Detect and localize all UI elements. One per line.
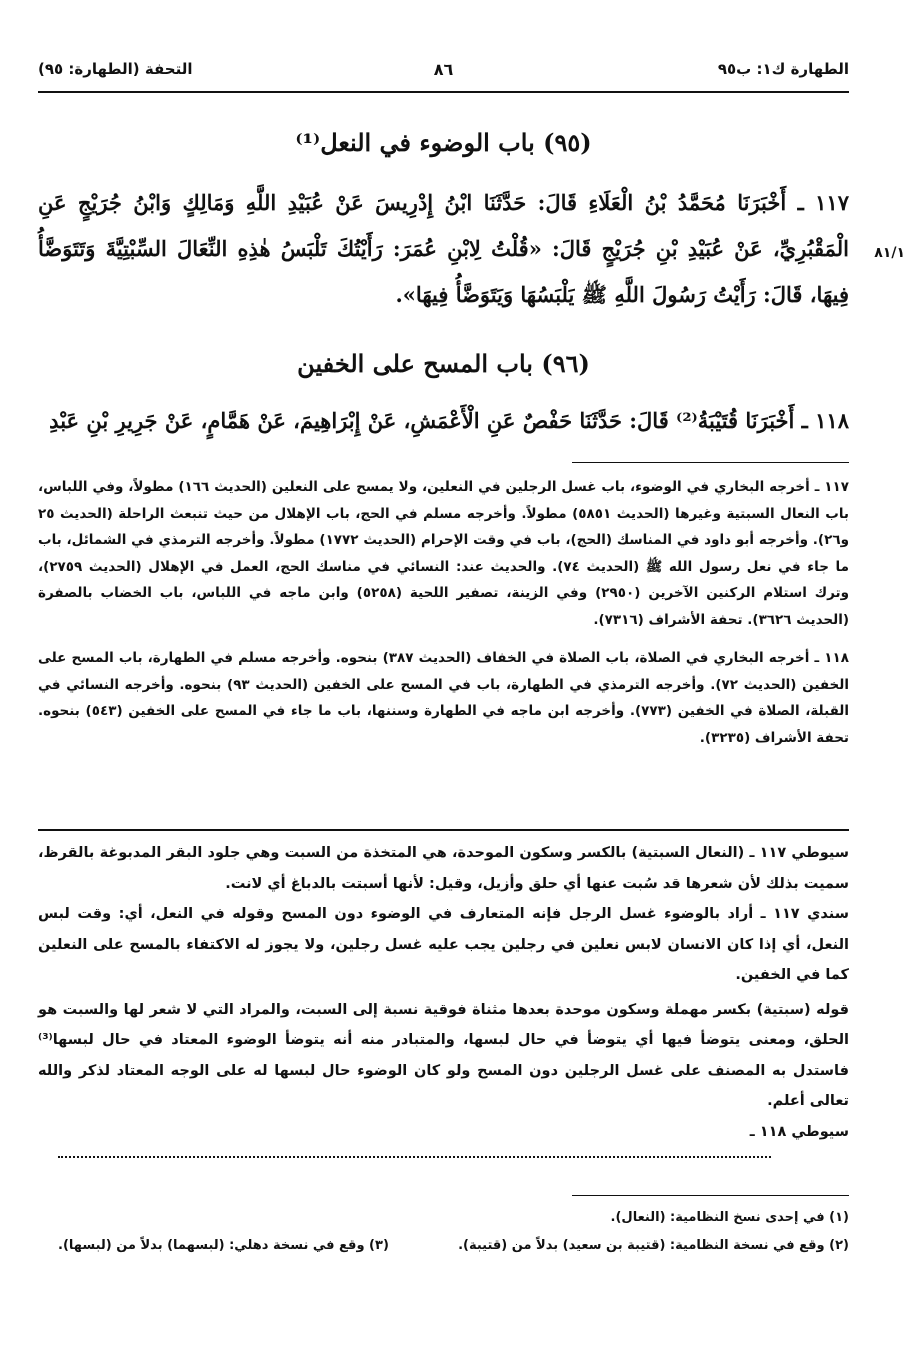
dotted-leader (58, 1156, 771, 1158)
footnote-3: (٣) وقع في نسخة دهلي: (لبسهما) بدلاً من (لبسها). (58, 1238, 389, 1253)
commentary-sindi-117: سندي ١١٧ ـ أراد بالوضوء غسل الرجل فإنه المتعارف في الوضوء دون المسح وقوله في النعل، أي: وقت لبس النعل، أي إذا كان الانسان لابس نعلين في رجلين يجب عليه غسل رجلين، ولا يجوز له الاكتفاء بالمسح على النعلين كما في الخفين. (38, 906, 849, 983)
hadith-118-text: ١١٨ ـ أَخْبَرَنَا قُتَيْبَةُ⁽²⁾ قَالَ: حَدَّثَنَا حَفْصٌ عَنِ الْأَعْمَشِ، عَنْ إِبْرَاهِيمَ، عَنْ هَمَّامٍ، عَنْ جَرِيرِ بْنِ عَبْدِ (49, 408, 849, 433)
takhrij-117: ١١٧ ـ أخرجه البخاري في الوضوء، باب غسل الرجلين في النعلين، ولا يمسح على النعلين (الحديث ١٦٦) مطولاً، وفي اللباس، باب النعال السبتية وغيرها (الحديث ٥٨٥١) مطولاً. وأخرجه مسلم في الحج، باب الإهلال من حيث تنبعث الراحلة (الحديث ٢٥ و٢٦). وأخرجه أبو داود في المناسك (الحج)، باب في وقت الإحرام (الحديث ١٧٧٢) مطولاً. وأخرجه الترمذي في الشمائل، باب ما جاء في نعل رسول الله ﷺ (الحديث ٧٤). والحديث عند: النسائي في مناسك الحج، العمل في الإهلال (الحديث ٢٧٥٩)، وترك استلام الركنين الآخرين (٢٩٥٠) وفي الزينة، تصفير اللحية (٥٢٥٨) وابن ماجه في اللباس، باب الخضاب بالصفرة (الحديث ٣٦٢٦). تحفة الأشراف (٧٣١٦). (38, 479, 849, 628)
takhrij-separator (572, 462, 849, 463)
footnote-1: (١) في إحدى نسخ النظامية: (النعال). (610, 1210, 849, 1225)
chapter-96-title: (٩٦) باب المسح على الخفين (297, 349, 590, 378)
header-tuhfa-ref: التحفة (الطهارة: ٩٥) (38, 60, 193, 78)
takhrij-notes (38, 474, 849, 751)
header-chapter-ref: الطهارة ك١: ب٩٥ (717, 60, 849, 78)
commentary-qawluhu: قوله (سبتية) بكسر مهملة وسكون موحدة بعدها مثناة فوقية نسبة إلى السبت، والمراد التي لا شعر لها والسبت هو الحلق، ومعنى يتوضأ فيها أي يتوضأ في حال لبسها، والمتبادر منه أنه يتوضأ الوضوء المعتاد في حال لبسها⁽³⁾ فاستدل به المصنف على غسل الرجلين دون المسح ولو كان الوضوء حال لبسها له على الوجه المعتاد لذكر والله تعالى أعلم. (38, 1001, 849, 1109)
commentary-suyuti-117: سيوطي ١١٧ ـ (النعال السبتية) بالكسر وسكون الموحدة، هي المتخذة من السبت وهي جلود البقر المدبوغة بالقرظ، سميت بذلك لأن شعرها قد سُبت عنها أي حلق وأزيل، وقيل: لأنها أسبتت بالدباغ أي لانت. (38, 845, 849, 892)
margin-note: ٨١/١ (874, 245, 905, 261)
footnote-2: (٢) وقع في نسخة النظامية: (قتيبة بن سعيد) بدلاً من (قتيبة). (458, 1238, 849, 1253)
commentary-suyuti-118: سيوطي ١١٨ ـ (749, 1123, 849, 1140)
commentary-section (38, 838, 849, 1147)
chapter-95-title: (٩٥) باب الوضوء في النعل⁽¹⁾ (295, 128, 592, 157)
commentary-separator (38, 829, 849, 831)
page-number: ٨٦ (433, 60, 454, 79)
header-rule (38, 91, 849, 93)
running-header (38, 52, 849, 84)
footnote-separator (572, 1195, 849, 1196)
hadith-117-text: ١١٧ ـ أَخْبَرَنَا مُحَمَّدُ بْنُ الْعَلَاءِ قَالَ: حَدَّثَنَا ابْنُ إِدْرِيسَ عَنْ عُبَيْدِ اللَّهِ وَمَالِكٍ وَابْنُ جُرَيْجٍ عَنِ الْمَقْبُرِيِّ، عَنْ عُبَيْدِ بْنِ جُرَيْجٍ قَالَ: «قُلْتُ لِابْنِ عُمَرَ: رَأَيْتُكَ تَلْبَسُ هٰذِهِ النِّعَالَ السِّبْتِيَّةَ وَتَتَوَضَّأُ فِيهَا، قَالَ: رَأَيْتُ رَسُولَ اللَّهِ ﷺ يَلْبَسُهَا وَيَتَوَضَّأُ فِيهَا». (38, 190, 849, 307)
takhrij-118: ١١٨ ـ أخرجه البخاري في الصلاة، باب الصلاة في الخفاف (الحديث ٣٨٧) بنحوه. وأخرجه مسلم في الطهارة، باب المسح على الخفين (الحديث ٧٢). وأخرجه الترمذي في الطهارة، باب في المسح على الخفين (الحديث ٩٣) بنحوه. وأخرجه النسائي في القبلة، الصلاة في الخفين (٧٧٣). وأخرجه ابن ماجه في الطهارة وسننها، باب ما جاء في المسح على الخفين (٥٤٣) بنحوه. تحفة الأشراف (٣٢٣٥). (38, 650, 849, 746)
